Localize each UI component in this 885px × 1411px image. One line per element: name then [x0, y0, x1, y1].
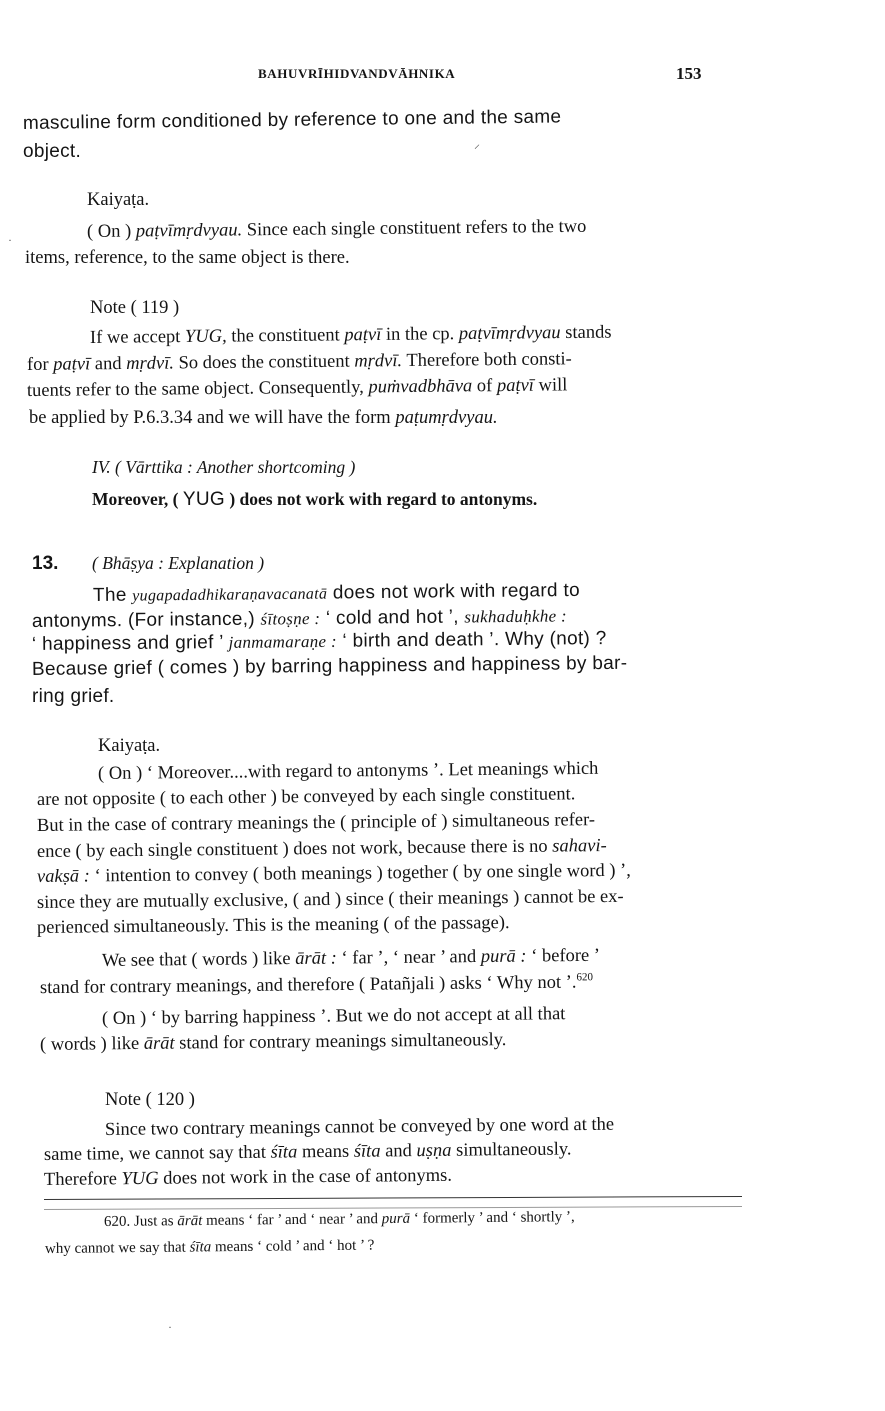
- kaiyata-heading-1: Kaiyaṭa.: [87, 190, 150, 210]
- kaiyata-1-line-1: ( On ) paṭvīmṛdvyau. Since each single constituent refers to the two: [86, 216, 587, 242]
- note-119-line-1: If we accept YUG, the constituent paṭvī in the cp. paṭvīmṛdvyau stands: [89, 322, 612, 348]
- footnote-rule-inner: [44, 1206, 742, 1210]
- section-13-line-5: ring grief.: [32, 686, 115, 707]
- note-119-heading: Note ( 119 ): [90, 298, 180, 318]
- kaiyata-2-line-1: ( On ) ‘ Moreover....with regard to antonyms ’. Let meanings which: [97, 758, 599, 784]
- kaiyata-2-line-2: are not opposite ( to each other ) be conveyed by each single constituent.: [36, 784, 576, 810]
- footnote-620-line-1: 620. Just as ārāt means ‘ far ’ and ‘ near ’ and purā ‘ formerly ’ and ‘ shortly ’,: [103, 1209, 575, 1230]
- para-1-line-2: object.: [23, 141, 82, 162]
- section-13-line-1: The yugapadadhikaraṇavacanatā does not work with regard to: [92, 579, 580, 606]
- kaiyata-2-line-5: vakṣā : ‘ intention to convey ( both meanings ) together ( by one single word ) ’,: [36, 860, 631, 887]
- kaiyata-2-line-6: since they are mutually exclusive, ( and ) since ( their meanings ) cannot be ex-: [36, 886, 624, 913]
- kaiyata-2-line-8: We see that ( words ) like ārāt : ‘ far ’, ‘ near ’ and purā : ‘ before ’: [101, 945, 601, 971]
- scan-speck: ⸝: [474, 137, 481, 151]
- note-120-line-1: Since two contrary meanings cannot be conveyed by one word at the: [104, 1114, 615, 1140]
- section-number: 13.: [32, 553, 59, 574]
- kaiyata-2-line-7: perienced simultaneously. This is the meaning ( of the passage).: [36, 913, 510, 938]
- footnote-rule: [44, 1196, 742, 1200]
- note-119-line-3: tuents refer to the same object. Consequently, puṁvadbhāva of paṭvī will: [26, 375, 568, 401]
- section-13-line-2: antonyms. (For instance,) śītoṣṇe : ‘ cold and hot ’, sukhaduḥkhe :: [31, 606, 568, 632]
- varttika-heading: IV. ( Vārttika : Another shortcoming ): [92, 457, 356, 477]
- kaiyata-heading-2: Kaiyaṭa.: [98, 736, 161, 756]
- note-120-line-3: Therefore YUG does not work in the case of antonyms.: [43, 1165, 453, 1190]
- kaiyata-2-line-3: But in the case of contrary meanings the ( principle of ) simultaneous refer-: [36, 810, 596, 836]
- running-title: BAHUVRĪHIDVANDVĀHNIKA: [258, 66, 456, 81]
- kaiyata-2-line-10: ( On ) ‘ by barring happiness ’. But we do not accept at all that: [101, 1004, 566, 1029]
- note-119-line-2: for paṭvī and mṛdvī. So does the constituent mṛdvī. Therefore both consti-: [26, 349, 572, 375]
- note-119-line-4: be applied by P.6.3.34 and we will have the form paṭumṛdvyau.: [29, 408, 498, 428]
- scan-speck: ·: [168, 1320, 172, 1334]
- section-13-line-4: Because grief ( comes ) by barring happiness and happiness by bar-: [31, 652, 628, 680]
- note-120-heading: Note ( 120 ): [105, 1090, 195, 1110]
- page-number: 153: [676, 64, 702, 83]
- note-120-line-2: same time, we cannot say that śīta means śīta and uṣṇa simultaneously.: [43, 1139, 572, 1165]
- kaiyata-2-line-4: ence ( by each single constituent ) does not work, because there is no sahavi-: [36, 836, 607, 862]
- kaiyata-2-line-11: ( words ) like ārāt stand for contrary meanings simultaneously.: [39, 1030, 507, 1055]
- varttika-statement: Moreover, ( YUG ) does not work with regard to antonyms.: [92, 489, 538, 510]
- kaiyata-1-line-2: items, reference, to the same object is there.: [25, 248, 350, 268]
- section-13-line-3: ‘ happiness and grief ’ janmamaraṇe : ‘ birth and death ’. Why (not) ?: [31, 627, 607, 655]
- section-13-heading: ( Bhāṣya : Explanation ): [92, 553, 265, 573]
- footnote-ref-620: 620: [576, 971, 593, 984]
- scan-speck: ·: [8, 233, 12, 247]
- footnote-620-line-2: why cannot we say that śīta means ‘ cold ’ and ‘ hot ’ ?: [44, 1237, 375, 1257]
- kaiyata-2-line-9: stand for contrary meanings, and therefore ( Patañjali ) asks ‘ Why not ’.$^{620}$: [39, 971, 593, 999]
- para-1-line-1: masculine form conditioned by reference to one and the same: [22, 106, 562, 134]
